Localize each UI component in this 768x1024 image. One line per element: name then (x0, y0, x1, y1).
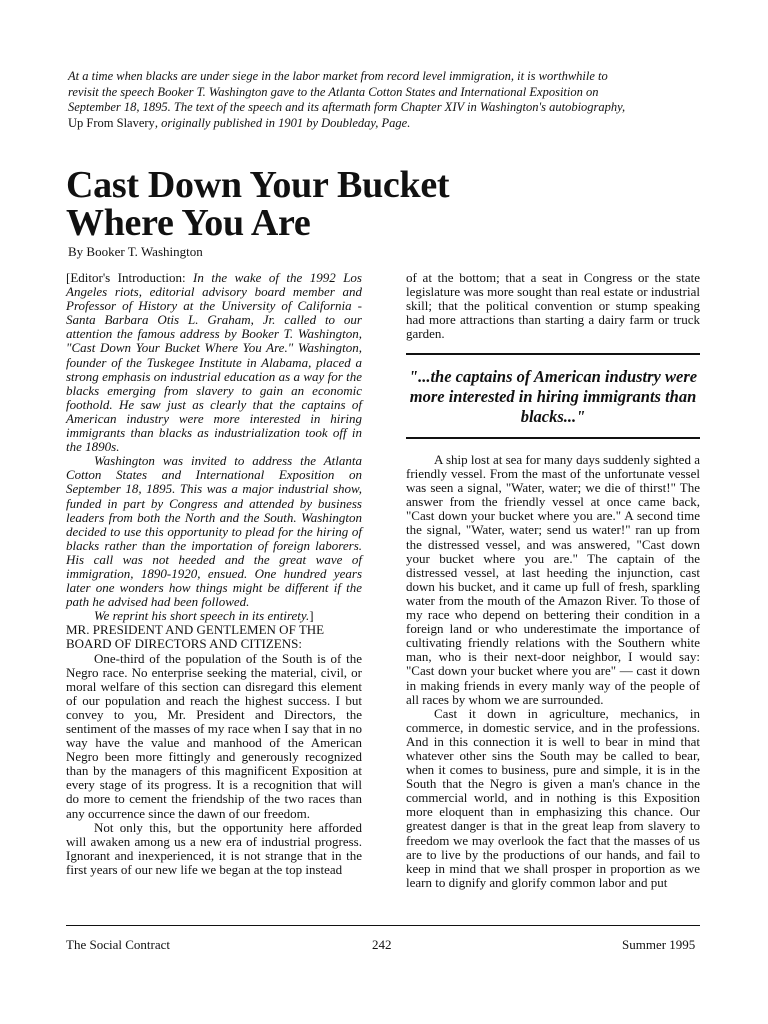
article-title (66, 166, 706, 242)
footer-publication: The Social Contract (66, 937, 170, 952)
intro-book-title: Up From Slavery (68, 115, 155, 130)
pull-quote-text: "...the captains of American industry were more interested in hiring immigrants than blacks..." (408, 367, 698, 426)
footer-page-number: 242 (372, 937, 392, 952)
editor-intro-lead: [Editor's Introduction: (66, 270, 194, 285)
column-right-upper (406, 271, 700, 341)
speech-salutation: MR. PRESIDENT AND GENTLEMEN OF THE BOARD OF DIRECTORS AND CITIZENS: (66, 622, 325, 652)
editor-intro-p3-text: We reprint his short speech in its entirety. (94, 608, 310, 624)
speech-p2: Not only this, but the opportunity here afforded will awaken among us a new era of industrial progress. Ignorant and inexperienced, it is not strange that in the first years of our new life we began at the top instead (66, 819, 362, 877)
speech-p3: A ship lost at sea for many days suddenly sighted a friendly vessel. From the mast of the unfortunate vessel was seen a signal, "Water, water; we die of thirst!" The answer from the friendly vessel at once came back, "Cast down your bucket where you are." A second time the signal, "Water, water; send us water!" ran up from the distressed vessel, and was answered, "Cast down your bucket where you are." The captain of the distressed vessel, at last heeding the injunction, cast down his bucket, and it came up full of fresh, sparkling water from the mouth of the Amazon River. To those of my race who depend on bettering their condition in a foreign land or who underestimate the importance of cultivating friendly relations with the Southern white man, who is their next-door neighbor, I would say: "Cast down your bucket where you are" — cast it down in making friends in every manly way of the people of all races by whom we are surrounded. (406, 452, 700, 707)
footer-divider (66, 925, 700, 926)
pull-quote (406, 353, 700, 439)
speech-p2-continued: of at the bottom; that a seat in Congress or the state legislature was more sought than real estate or industrial skill; that the political convention or stump speaking had more attractions than starting a dairy farm or truck garden. (406, 270, 700, 342)
article-title-line1: Cast Down Your Bucket (66, 164, 450, 206)
intro-text: At a time when blacks are under siege in the labor market from record level immigration, it is worthwhile to revisit the speech Booker T. Washington gave to the Atlanta Cotton States and International Exposition on September 18, 1895. The text of the speech and its aftermath form Chapter XIV in Washington's autobiography, (68, 69, 626, 114)
intro-note (68, 69, 628, 131)
footer-issue: Summer 1995 (622, 937, 696, 952)
article-title-line2: Where You Are (66, 202, 311, 244)
column-right-lower (406, 453, 700, 890)
editor-intro-p2: Washington was invited to address the Atlanta Cotton States and International Exposition on September 18, 1895. This was a major industrial show, funded in part by Congress and attended by business leaders from both the North and the South. Washington decided to use this opportunity to plead for the hiring of blacks rather than the importation of foreign laborers. His call was not heeded and the great wave of immigration, 1890-1920, ensued. One hundred years later one wonders how things might be different if the path he advised had been followed. (66, 453, 362, 610)
speech-p4: Cast it down in agriculture, mechanics, in commerce, in domestic service, and in the professions. And in this connection it is well to bear in mind that whatever other sins the South may be called to bear, when it comes to business, pure and simple, it is in the South that the Negro is given a man's chance in the commercial world, and in nothing is this Exposition more eloquent than in emphasizing this chance. Our greatest danger is that in the great leap from slavery to freedom we may overlook the fact that the masses of us are to live by the productions of our hands, and fail to keep in mind that we shall prosper in proportion as we learn to dignify and glorify common labor and put (406, 705, 700, 890)
speech-p1: One-third of the population of the South is of the Negro race. No enterprise seeking the material, civil, or moral welfare of this section can disregard this element of our population and reach the highest success. I but convey to you, Mr. President and Directors, the sentiment of the masses of my race when I say that in no way have the value and manhood of the American Negro been more fittingly and generously recognized than by the managers of this magnificent Exposition at every stage of its progress. It is a recognition that will do more to cement the friendship of the two races than any occurrence since the dawn of our freedom. (66, 650, 362, 821)
editor-intro-close: ] (309, 608, 314, 624)
column-left (66, 271, 362, 877)
byline: By Booker T. Washington (68, 244, 203, 259)
intro-text-end: , originally published in 1901 by Doubleday, Page. (154, 115, 411, 130)
editor-intro-p3 (66, 609, 362, 623)
editor-intro-text: In the wake of the 1992 Los Angeles riots, editorial advisory board member and Professor of History at the University of California - Santa Barbara Otis L. Graham, Jr. called to our attention the famous address by Booker T. Washington, "Cast Down Your Bucket Where You Are." Washington, founder of the Tuskegee Institute in Alabama, placed a strong emphasis on industrial education as a way for the blacks emerging from slavery to gain an economic foothold. He saw just as clearly that the captains of American industry were more interested in hiring immigrants than blacks as industrialization took off in the 1890s. (66, 270, 362, 455)
editor-intro-p1 (66, 271, 362, 454)
